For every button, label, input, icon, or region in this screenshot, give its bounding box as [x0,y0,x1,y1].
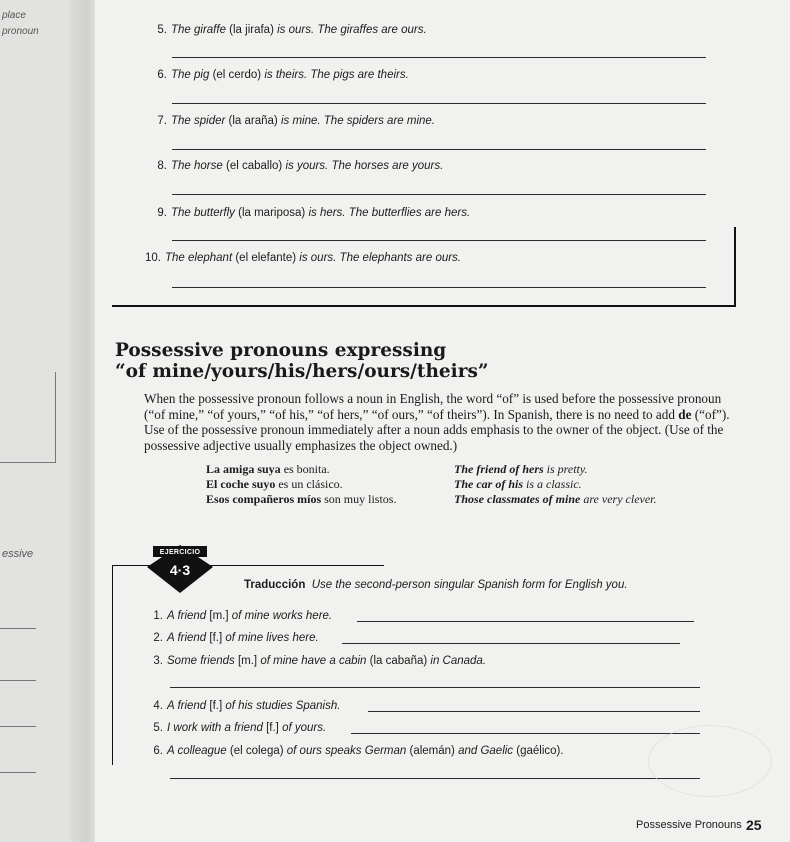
watermark-stamp [648,725,772,797]
exercise-item-10 [143,252,461,264]
item-text: is ours. The giraffes are ours. [277,24,427,36]
example-english [454,462,588,477]
item-text: (la araña) [228,115,281,127]
example-spanish [206,492,396,507]
item-text: of ours speaks German [286,745,410,757]
example-text: are very clever. [580,492,657,506]
left-page-answer-line [0,772,36,773]
paragraph-keyword: de [678,406,692,422]
item-text: The pig [171,69,213,81]
exercise-item-8 [149,160,443,172]
item-text: (alemán) [409,745,459,757]
example-english [454,492,657,507]
section-heading-line2: “of mine/yours/his/hers/ours/theirs” [115,361,489,382]
answer-line [172,287,706,288]
left-page-rule [0,462,56,463]
example-text: is a classic. [523,477,582,491]
ejercicio-item-3 [145,655,486,667]
paragraph-text: When the possessive pronoun follows a noun in English, the word “of” is used before the possessive pronoun (“of mine,” “of yours,” “of his,” “of hers,” “of ours,” “of theirs”). In Spanish, there is no need to add [144,391,722,422]
item-text: I work with a friend [167,722,267,734]
explanation-paragraph [144,391,739,453]
exercise-frame-bottom [112,305,736,307]
footer-section-title: Possessive Pronouns [636,819,742,831]
answer-line [172,57,706,58]
item-number: 2. [153,632,163,644]
example-text: es bonita. [280,462,330,476]
ejercicio-instructions [244,579,628,591]
answer-line [172,103,706,104]
section-heading [115,340,489,382]
item-text: of his studies Spanish. [225,700,341,712]
answer-line [170,778,700,779]
item-text: (el elefante) [235,252,300,264]
item-text: (la jirafa) [229,24,278,36]
item-text: is yours. The horses are yours. [285,160,444,172]
left-page-answer-line [0,726,36,727]
exercise-item-6 [149,69,409,81]
answer-line [170,687,700,688]
ejercicio-label: EJERCICIO [159,549,201,556]
ejercicio-item-6 [145,745,564,757]
item-text: and Gaelic [458,745,517,757]
ejercicio-badge [147,545,213,595]
item-text: The spider [171,115,229,127]
item-text: of yours. [282,722,327,734]
item-number: 7. [157,115,167,127]
item-text: [f.] [266,722,283,734]
item-number: 4. [153,700,163,712]
answer-line [172,149,706,150]
item-text: is theirs. The pigs are theirs. [264,69,409,81]
exercise-item-5 [149,24,427,36]
example-spanish [206,477,343,492]
item-text: [m.] [209,610,232,622]
item-text: (el colega) [229,745,287,757]
item-number: 1. [153,610,163,622]
item-text: of mine lives here. [225,632,319,644]
ejercicio-item-4 [145,700,340,712]
item-text: of mine have a cabin [260,655,370,667]
item-number: 6. [153,745,163,757]
paragraph-text: (“of”). Use of the possessive pronoun immediately after a noun adds emphasis to the owner of the object. (Use of the possessive adjective usually emphasizes the object owned.) [144,406,730,453]
left-page-fragment: pronoun [2,26,39,37]
item-text: [f.] [209,700,226,712]
item-text: (el cerdo) [212,69,265,81]
item-text: (el caballo) [225,160,286,172]
item-text: [f.] [209,632,226,644]
item-text: A colleague [167,745,230,757]
example-spanish [206,462,330,477]
item-text: is mine. The spiders are mine. [280,115,435,127]
item-text: A friend [167,610,210,622]
book-gutter [70,0,98,842]
left-page-rule [55,372,56,462]
item-text: A friend [167,700,210,712]
item-text: is ours. The elephants are ours. [299,252,462,264]
instructions-text: Use the second-person singular Spanish form for English you. [311,579,628,591]
answer-line [172,194,706,195]
answer-line [368,711,700,712]
item-number: 8. [157,160,167,172]
item-text: is hers. The butterflies are hers. [308,207,471,219]
example-text: El coche suyo [206,477,276,491]
item-number: 5. [153,722,163,734]
item-number: 10. [145,252,161,264]
exercise-item-7 [149,115,435,127]
item-text: (gaélico). [516,745,564,757]
example-text: Esos compañeros míos [206,492,322,506]
item-text: in Canada. [430,655,487,667]
example-text: son muy listos. [321,492,397,506]
item-text: Some friends [167,655,238,667]
left-facing-page [0,0,72,842]
item-text: [m.] [237,655,261,667]
page-number: 25 [746,817,762,833]
ejercicio-frame-left [112,565,113,765]
example-text: is pretty. [543,462,588,476]
item-text: The butterfly [171,207,239,219]
example-text: The friend of hers [454,462,544,476]
exercise-item-9 [149,207,470,219]
ejercicio-item-2 [145,632,319,644]
answer-line [351,733,700,734]
answer-line [357,621,694,622]
ejercicio-number: 4·3 [169,562,191,578]
item-number: 3. [153,655,163,667]
item-number: 5. [157,24,167,36]
ejercicio-item-1 [145,610,332,622]
example-text: Those classmates of mine [454,492,581,506]
example-english [454,477,582,492]
item-text: of mine works here. [231,610,333,622]
exercise-frame-right [734,227,736,307]
left-page-answer-line [0,680,36,681]
item-number: 9. [157,207,167,219]
example-text: The car of his [454,477,523,491]
left-page-answer-line [0,628,36,629]
left-page-fragment: place [2,10,26,21]
example-text: La amiga suya [206,462,281,476]
left-page-fragment: essive [2,548,34,560]
example-text: es un clásico. [275,477,343,491]
item-number: 6. [157,69,167,81]
answer-line [172,240,706,241]
item-text: The horse [171,160,226,172]
instructions-title: Traducción [244,579,306,591]
item-text: The elephant [165,252,236,264]
item-text: The giraffe [171,24,230,36]
item-text: (la cabaña) [369,655,431,667]
item-text: (la mariposa) [238,207,309,219]
ejercicio-item-5 [145,722,326,734]
item-text: A friend [167,632,210,644]
section-heading-line1: Possessive pronouns expressing [115,340,447,361]
answer-line [342,643,680,644]
